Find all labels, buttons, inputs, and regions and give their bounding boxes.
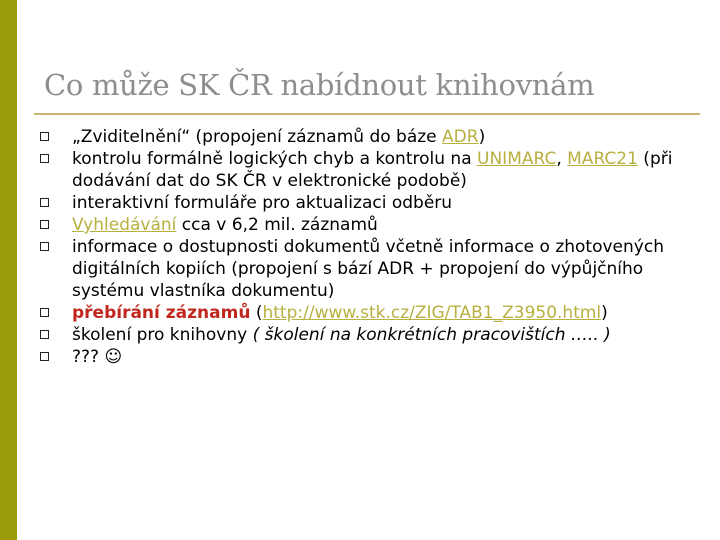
unimarc-link[interactable]: UNIMARC [477, 149, 557, 169]
square-bullet-icon [40, 154, 49, 163]
bullet-list [40, 126, 690, 368]
item-text: ??? ☺ [72, 347, 123, 367]
marc21-link[interactable]: MARC21 [567, 149, 638, 169]
item-text: ( [250, 303, 263, 323]
item-text: interaktivní formuláře pro aktualizaci odběru [72, 193, 453, 213]
square-bullet-icon [40, 242, 49, 251]
item-text: , [556, 149, 568, 169]
list-item [40, 192, 690, 214]
search-link[interactable]: Vyhledávání [72, 215, 177, 235]
left-accent-bar [0, 0, 17, 540]
item-text-italic: ( školení na konkrétních pracovištích ….. ) [252, 325, 611, 345]
item-text-highlight: přebírání záznamů [72, 303, 251, 323]
item-text: ) [601, 303, 608, 323]
item-text: informace o dostupnosti dokumentů včetně informace o zhotovených digitálních kopiích (propojení s bází ADR + propojení do výpůjčního systému vlastníka dokumentu) [72, 237, 664, 301]
z3950-url-link[interactable]: http://www.stk.cz/ZIG/TAB1_Z3950.html [262, 303, 602, 323]
title-underline [34, 113, 700, 115]
square-bullet-icon [40, 220, 49, 229]
adr-link[interactable]: ADR [442, 127, 479, 147]
list-item [40, 148, 690, 192]
square-bullet-icon [40, 352, 49, 361]
item-text: školení pro knihovny [72, 325, 253, 345]
square-bullet-icon [40, 132, 49, 141]
list-item [40, 324, 690, 346]
item-text: ) [478, 127, 486, 147]
square-bullet-icon [40, 308, 49, 317]
list-item [40, 302, 690, 324]
list-item [40, 126, 690, 148]
list-item [40, 236, 690, 302]
slide-title: Co může SK ČR nabídnout knihovnám [44, 68, 595, 102]
list-item [40, 214, 690, 236]
item-text: kontrolu formálně logických chyb a kontrolu na [72, 149, 478, 169]
square-bullet-icon [40, 330, 49, 339]
square-bullet-icon [40, 198, 49, 207]
list-item [40, 346, 690, 368]
item-text: (při dodávání dat do SK ČR v elektronické podobě) [72, 149, 673, 191]
item-text: „Zviditelnění“ (propojení záznamů do báze [72, 127, 443, 147]
item-text: cca v 6,2 mil. záznamů [176, 215, 378, 235]
